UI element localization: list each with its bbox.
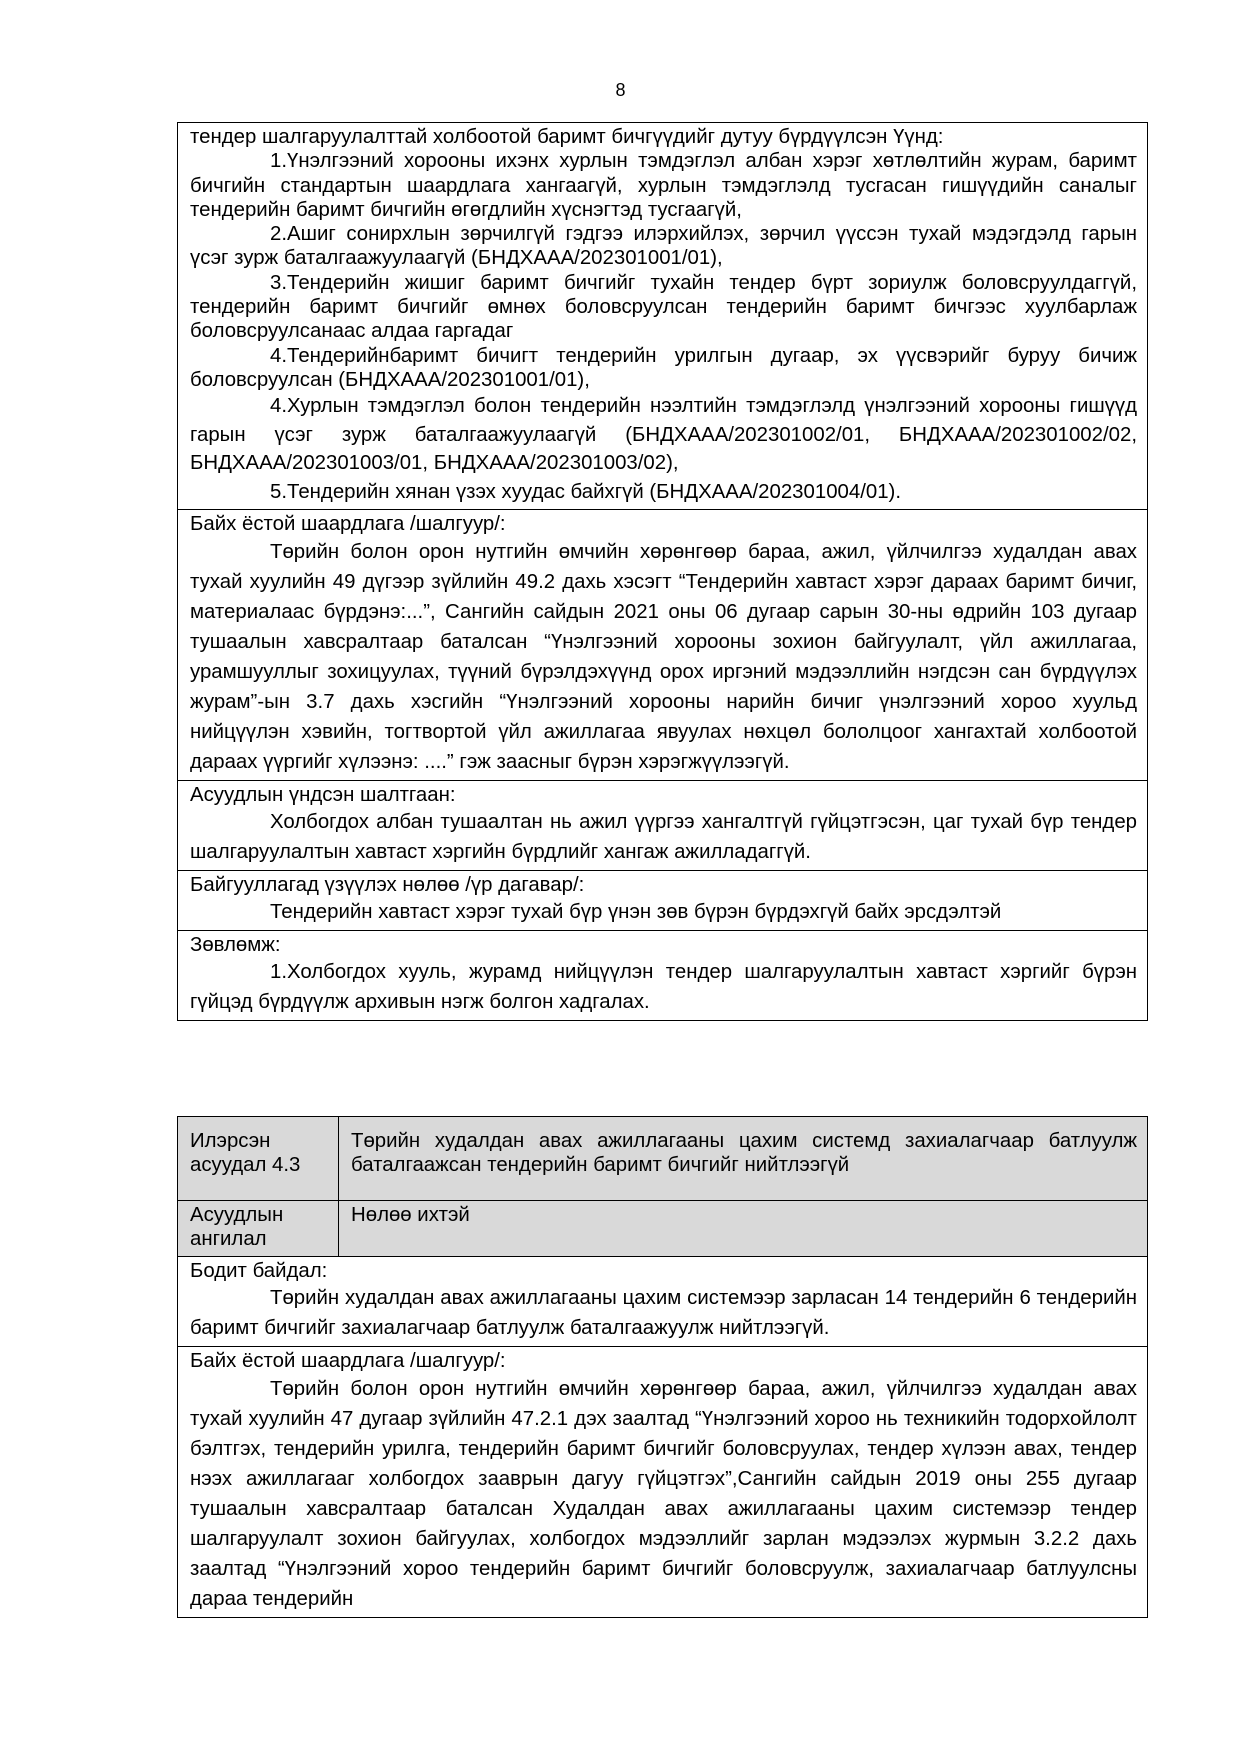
facts-text: Төрийн худалдан авах ажиллагааны цахим системээр зарласан 14 тендерийн 6 тендерийн баримт бичгийг захиалагчаар батлуулж баталгаажуулж нийтлээгүй.: [190, 1287, 1137, 1340]
criteria-label: Байх ёстой шаардлага /шалгуур/:: [190, 513, 506, 536]
category-row: [178, 1200, 1147, 1256]
issue-table: [177, 1116, 1148, 1618]
facts-cell: [178, 1256, 1147, 1346]
impact-text: Тендерийн хавтаст хэрэг тухай бүр үнэн зөв бүрэн бүрдэхгүй байх эрсдэлтэй: [270, 901, 1002, 924]
finding-item-6: 5.Тендерийн хянан үзэх хуудас байхгүй (БНДХААА/202301004/01).: [270, 480, 902, 503]
issue-title: Төрийн худалдан авах ажиллагааны цахим системд захиалагчаар батлуулж баталгаажсан тендерийн баримт бичгийг нийтлээгүй: [351, 1130, 1137, 1177]
category-value-cell: [339, 1201, 1147, 1256]
category-value: Нөлөө ихтэй: [351, 1204, 470, 1226]
issue-header-row: [178, 1117, 1147, 1200]
facts-label: Бодит байдал:: [190, 1260, 328, 1282]
category-label-cell: [178, 1201, 339, 1256]
recommendation-cell: [178, 930, 1147, 1020]
criteria2-label: Байх ёстой шаардлага /шалгуур/:: [190, 1350, 506, 1373]
criteria2-cell: [178, 1346, 1147, 1616]
cause-text: Холбогдох албан тушаалтан нь ажил үүргээ хангалтгүй гүйцэтгэсэн, цаг тухай бүр тендер шалгаруулалтын хавтаст хэргийн бүрдлийг хангаж ажилладаггүй.: [190, 810, 1137, 863]
cause-cell: [178, 780, 1147, 870]
issue-label-cell: [178, 1117, 339, 1200]
issue-label: Илэрсэн асуудал 4.3: [190, 1130, 301, 1177]
findings-table: [177, 122, 1148, 1021]
issue-title-cell: [339, 1117, 1147, 1200]
findings-cell: [178, 123, 1147, 509]
finding-item-3: 3.Тендерийн жишиг баримт бичгийг тухайн тендер бүрт зориулж боловсруулдаггүй, тендерийн баримт бичгийг өмнөх боловсруулсан тендерийн баримт бичгээс хуулбарлаж боловсруулсанаас алдаа гаргадаг: [190, 271, 1137, 343]
findings-intro: тендер шалгаруулалттай холбоотой баримт бичгүүдийг дутуу бүрдүүлсэн Үүнд:: [190, 126, 944, 148]
cause-label: Асуудлын үндсэн шалтгаан:: [190, 783, 456, 806]
recommendation-text: 1.Холбогдох хууль, журамд нийцүүлэн тендер шалгаруулалтын хавтаст хэргийг бүрэн гүйцэд бүрдүүлж архивын нэгж болгон хадгалах.: [190, 961, 1137, 1014]
finding-item-4: 4.Тендерийнбаримт бичигт тендерийн урилгын дугаар, эх үүсвэрийг буруу бичиж боловсруулсан (БНДХААА/202301001/01),: [190, 344, 1137, 391]
impact-label: Байгууллагад үзүүлэх нөлөө /үр дагавар/:: [190, 873, 585, 896]
criteria2-text: Төрийн болон орон нутгийн өмчийн хөрөнгөөр бараа, ажил, үйлчилгээ худалдан авах тухай хуулийн 47 дугаар зүйлийн 47.2.1 дэх заалтад “Үнэлгээний хороо нь техникийн тодорхойлолт бэлтгэх, тендерийн урилга, тендерийн баримт бичгийг боловсруулах, тендер хүлээн авах, тендер нээх ажиллагааг холбогдох зааврын дагуу гүйцэтгэх”,Сангийн сайдын 2019 оны 255 дугаар тушаалын хавсралтаар баталсан Худалдан авах ажиллагааны цахим системээр тендер шалгаруулалт зохион байгуулах, холбогдох мэдээллийг зарлан мэдээлэх журмын 3.2.2 дахь заалтад “Үнэлгээний хороо тендерийн баримт бичгийг боловсруулж, захиалагчаар батлуулсны дараа тендерийн: [190, 1377, 1137, 1610]
impact-cell: [178, 870, 1147, 930]
finding-item-2: 2.Ашиг сонирхлын зөрчилгүй гэдгээ илэрхийлэх, зөрчил үүссэн тухай мэдэгдэлд гарын үсэг зурж баталгаажуулаагүй (БНДХААА/202301001/01),: [190, 223, 1137, 270]
recommendation-label: Зөвлөмж:: [190, 934, 281, 957]
finding-item-5: 4.Хурлын тэмдэглэл болон тендерийн нээлтийн тэмдэглэлд үнэлгээний хорооны гишүүд гарын үсэг зурж баталгаажуулаагүй (БНДХААА/202301002/01, БНДХААА/202301002/02, БНДХААА/202301003/01, БНДХААА/202301003/02),: [190, 395, 1137, 475]
finding-item-1: 1.Үнэлгээний хорооны ихэнх хурлын тэмдэглэл албан хэрэг хөтлөлтийн журам, баримт бичгийн стандартын шаардлага хангаагүй, хурлын тэмдэглэлд тусгасан гишүүдийн саналыг тендерийн баримт бичгийн өгөгдлийн хүснэгтэд тусгаагүй,: [190, 150, 1137, 221]
category-label: Асуудлын ангилал: [190, 1204, 284, 1251]
criteria-text: Төрийн болон орон нутгийн өмчийн хөрөнгөөр бараа, ажил, үйлчилгээ худалдан авах тухай хуулийн 49 дүгээр зүйлийн 49.2 дахь хэсэгт “Тендерийн хавтаст хэрэг дараах баримт бичиг, материалаас бүрдэнэ:...”, Сангийн сайдын 2021 оны 06 дугаар сарын 30-ны өдрийн 103 дугаар тушаалын хавсралтаар баталсан “Үнэлгээний хорооны зохион байгуулалт, үйл ажиллагаа, урамшууллыг зохицуулах, түүний бүрэлдэхүүнд орох иргэний мэдээллийн нэгдсэн сан бүрдүүлэх журам”-ын 3.7 дахь хэсгийн “Үнэлгээний хорооны нарийн бичиг үнэлгээний хороо хуульд нийцүүлэн хэвийн, тогтвортой үйл ажиллагаа явуулах нөхцөл бололцоог хангахтай холбоотой дараах үүргийг хүлээнэ: ....” гэж заасныг бүрэн хэрэгжүүлээгүй.: [190, 540, 1137, 773]
page-number: 8: [615, 80, 626, 100]
criteria-cell: [178, 509, 1147, 779]
